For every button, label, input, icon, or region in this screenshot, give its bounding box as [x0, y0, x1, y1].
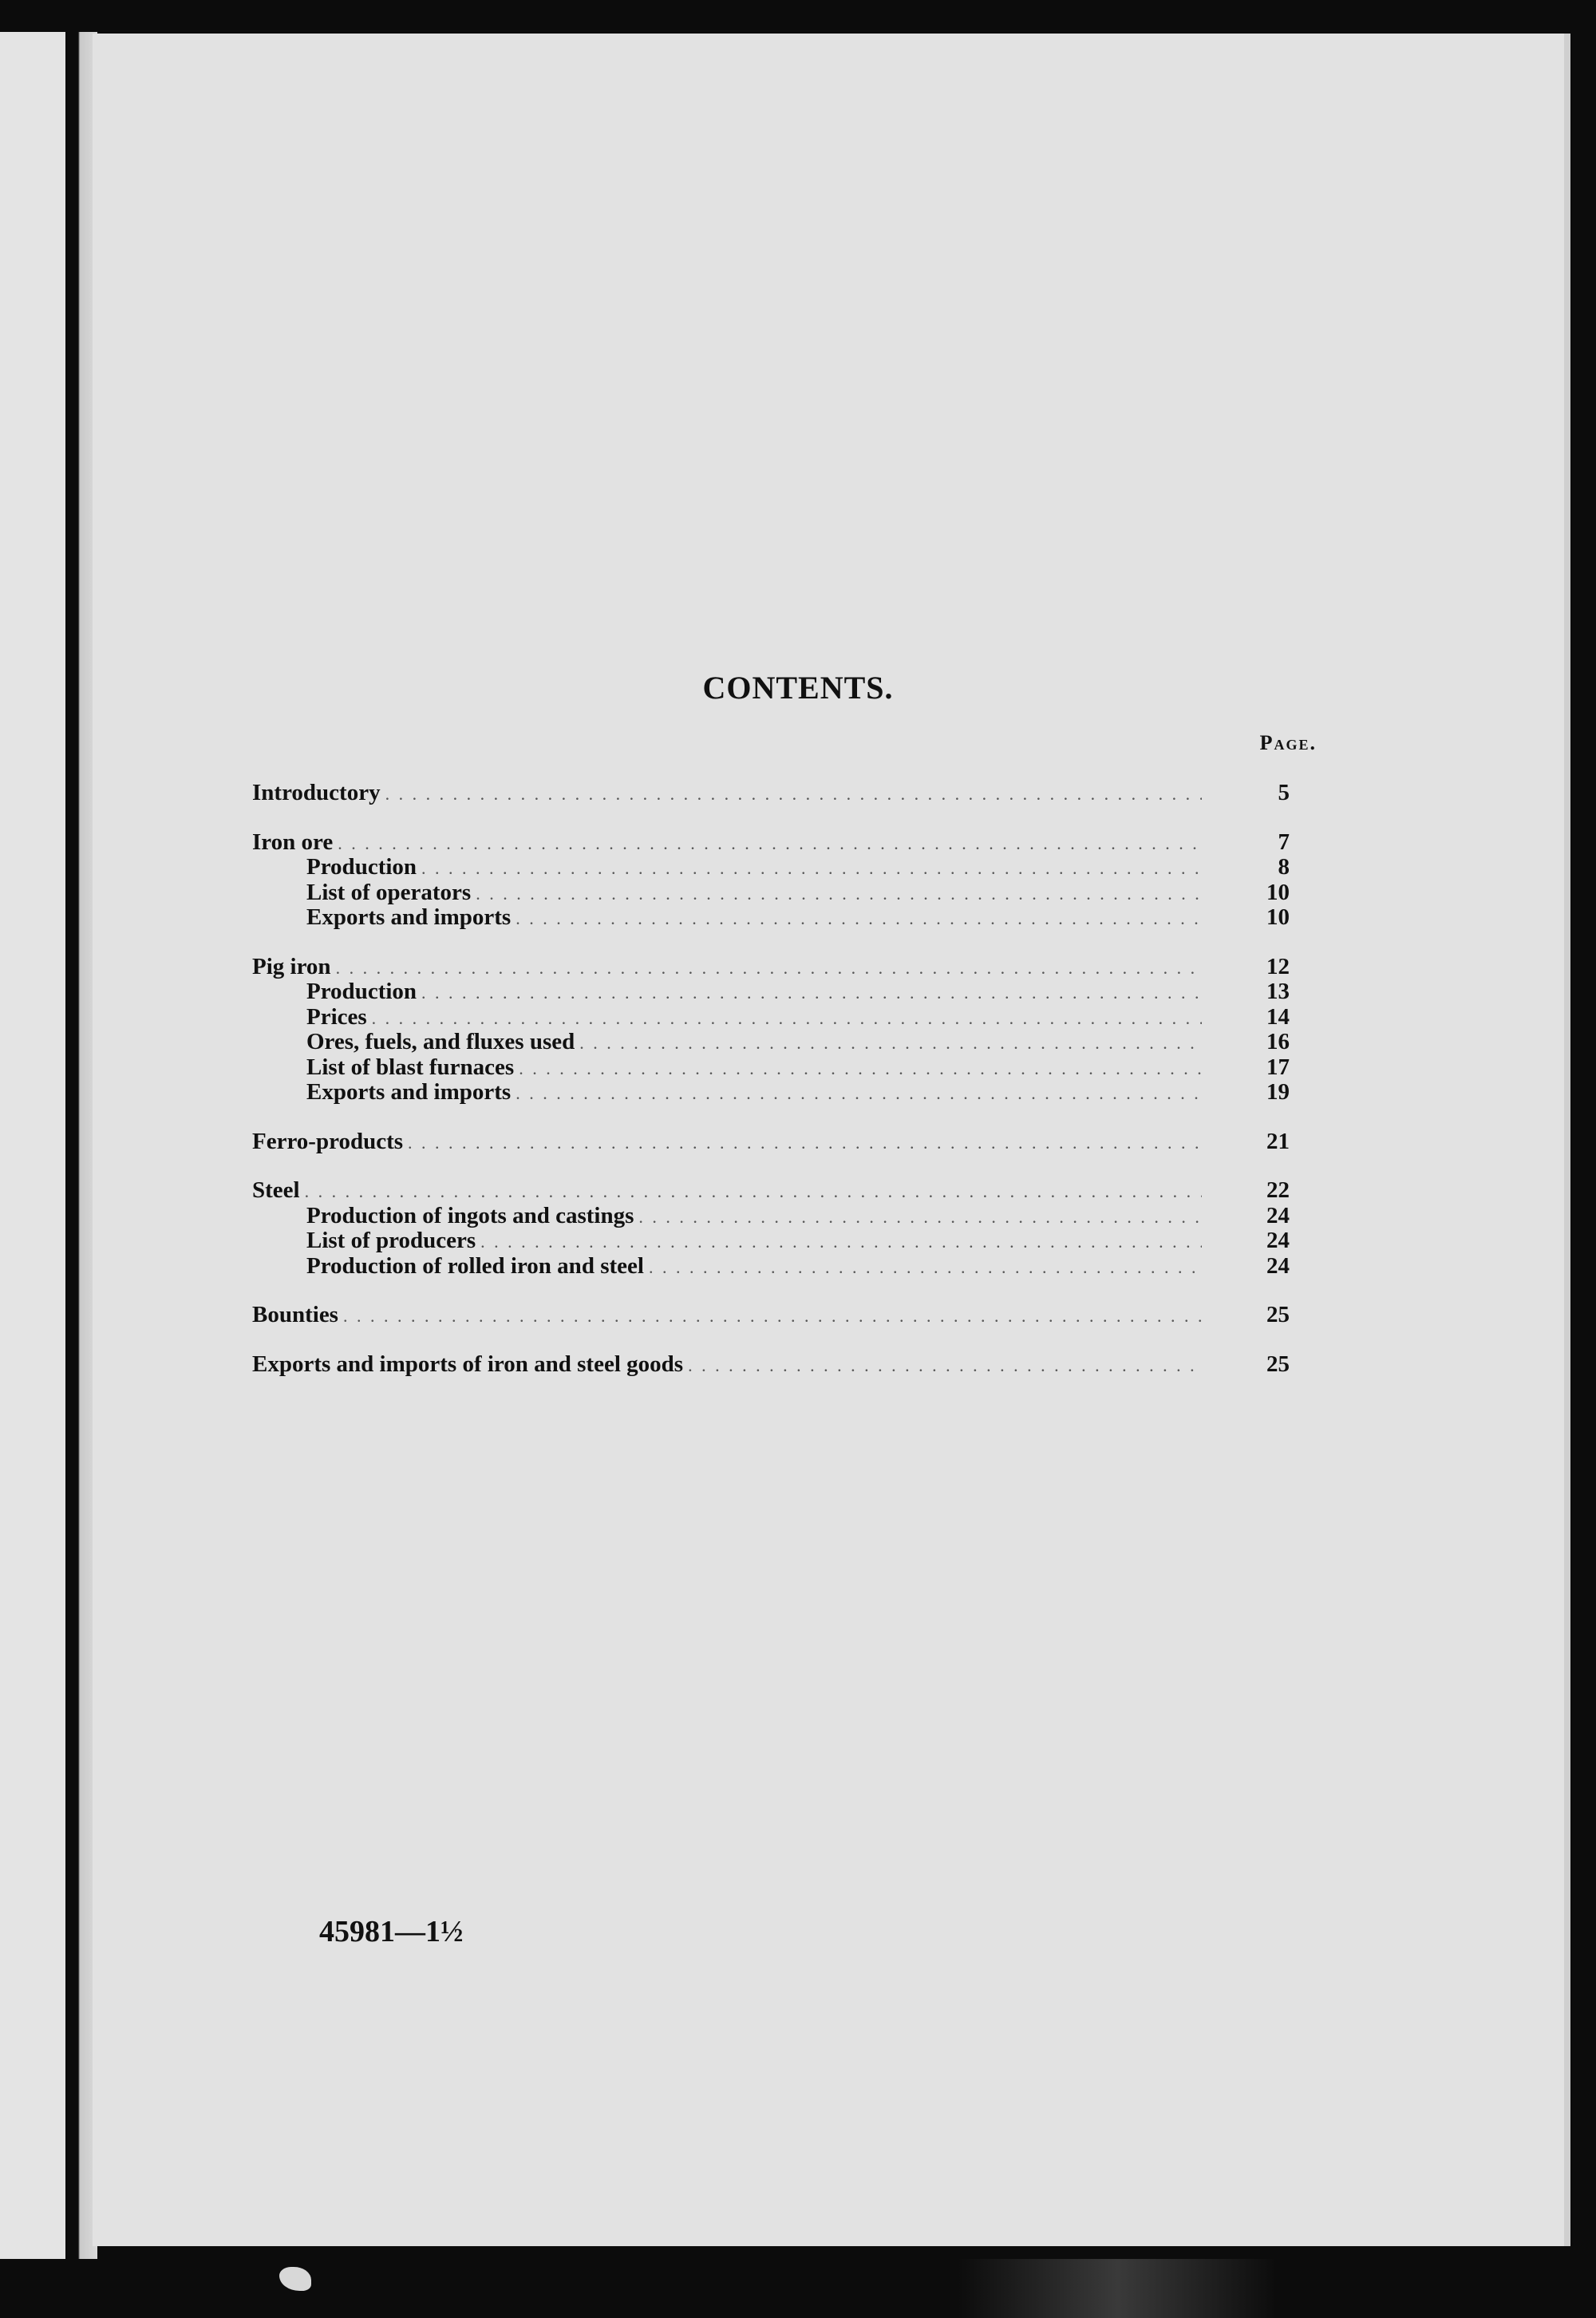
toc-page-number: 25 — [1266, 1351, 1290, 1377]
dot-leader — [519, 1056, 1202, 1082]
dot-leader — [338, 831, 1202, 856]
dot-leader — [343, 1303, 1202, 1329]
toc-entry — [252, 1178, 1290, 1204]
dot-leader — [372, 1006, 1202, 1031]
toc-subentry — [252, 1030, 1290, 1055]
toc-page-number: 21 — [1266, 1128, 1290, 1154]
table-of-contents — [252, 781, 1290, 1401]
toc-subentry — [252, 979, 1290, 1005]
toc-subentry — [252, 1228, 1290, 1254]
toc-entry — [252, 1129, 1290, 1155]
toc-subentry — [252, 905, 1290, 931]
toc-entry — [252, 955, 1290, 980]
page-column-header: Page. — [1259, 731, 1317, 754]
dot-leader — [421, 856, 1202, 881]
toc-page-number: 12 — [1266, 953, 1290, 979]
toc-entry — [252, 781, 1290, 806]
toc-subentry — [252, 880, 1290, 906]
toc-entry-label: Production of rolled iron and steel — [306, 1252, 644, 1279]
toc-page-number: 14 — [1266, 1003, 1290, 1030]
dot-leader — [649, 1255, 1202, 1280]
toc-section — [252, 1303, 1290, 1328]
toc-entry-label: Steel — [252, 1177, 300, 1203]
toc-entry-label: List of producers — [306, 1228, 476, 1253]
dot-leader — [480, 1229, 1202, 1255]
dot-leader — [516, 906, 1202, 932]
dot-leader — [421, 980, 1202, 1006]
toc-page-number: 16 — [1266, 1029, 1290, 1054]
toc-page-number: 13 — [1266, 979, 1290, 1004]
toc-entry-label: Exports and imports — [306, 1079, 512, 1105]
toc-page-number: 24 — [1266, 1228, 1290, 1253]
dot-leader — [336, 955, 1202, 981]
toc-subentry — [252, 1005, 1290, 1030]
toc-section — [252, 830, 1290, 931]
toc-page-number: 10 — [1266, 904, 1290, 930]
toc-entry-label: List of blast furnaces — [306, 1054, 515, 1080]
toc-page-number: 10 — [1266, 879, 1290, 905]
contents-title: CONTENTS. — [702, 670, 894, 706]
toc-entry-label: Exports and imports — [306, 904, 512, 930]
toc-section — [252, 781, 1290, 806]
toc-section — [252, 955, 1290, 1106]
toc-entry-label: List of operators — [306, 879, 472, 905]
toc-page-number: 7 — [1278, 829, 1290, 855]
toc-entry-label: Iron ore — [252, 829, 334, 855]
toc-subentry — [252, 1254, 1290, 1280]
toc-page-number: 25 — [1266, 1302, 1290, 1327]
toc-entry-label: Ores, fuels, and fluxes used — [306, 1029, 575, 1054]
toc-page-number: 17 — [1266, 1054, 1290, 1080]
toc-page-number: 24 — [1266, 1252, 1290, 1279]
toc-page-number: 8 — [1278, 854, 1290, 880]
toc-entry-label: Exports and imports of iron and steel goods — [252, 1351, 684, 1377]
toc-subentry — [252, 1204, 1290, 1229]
toc-entry — [252, 1352, 1290, 1378]
dot-leader — [476, 881, 1202, 907]
toc-page-number: 19 — [1266, 1079, 1290, 1105]
toc-entry-label: Ferro-products — [252, 1128, 404, 1154]
toc-entry-label: Pig iron — [252, 953, 331, 979]
toc-entry-label: Production — [306, 979, 417, 1004]
dot-leader — [516, 1081, 1202, 1106]
dot-leader — [579, 1030, 1202, 1056]
print-code: 45981—1½ — [319, 1915, 464, 1948]
toc-entry — [252, 830, 1290, 856]
toc-page-number: 22 — [1266, 1177, 1290, 1203]
toc-entry — [252, 1303, 1290, 1328]
toc-section — [252, 1129, 1290, 1155]
toc-subentry — [252, 1080, 1290, 1106]
toc-section — [252, 1352, 1290, 1378]
toc-entry-label: Introductory — [252, 780, 381, 805]
dot-leader — [385, 781, 1202, 807]
dot-leader — [408, 1130, 1202, 1156]
toc-subentry — [252, 1055, 1290, 1081]
toc-page-number: 5 — [1278, 780, 1290, 805]
toc-entry-label: Production — [306, 854, 417, 880]
toc-page-number: 24 — [1266, 1202, 1290, 1228]
dot-leader — [305, 1179, 1202, 1204]
dot-leader — [638, 1204, 1202, 1230]
toc-entry-label: Prices — [306, 1003, 367, 1030]
toc-entry-label: Bounties — [252, 1302, 338, 1327]
toc-section — [252, 1178, 1290, 1279]
scan-bottom-border — [0, 2259, 1596, 2318]
toc-subentry — [252, 855, 1290, 880]
toc-entry-label: Production of ingots and castings — [306, 1202, 634, 1228]
dot-leader — [688, 1353, 1202, 1379]
